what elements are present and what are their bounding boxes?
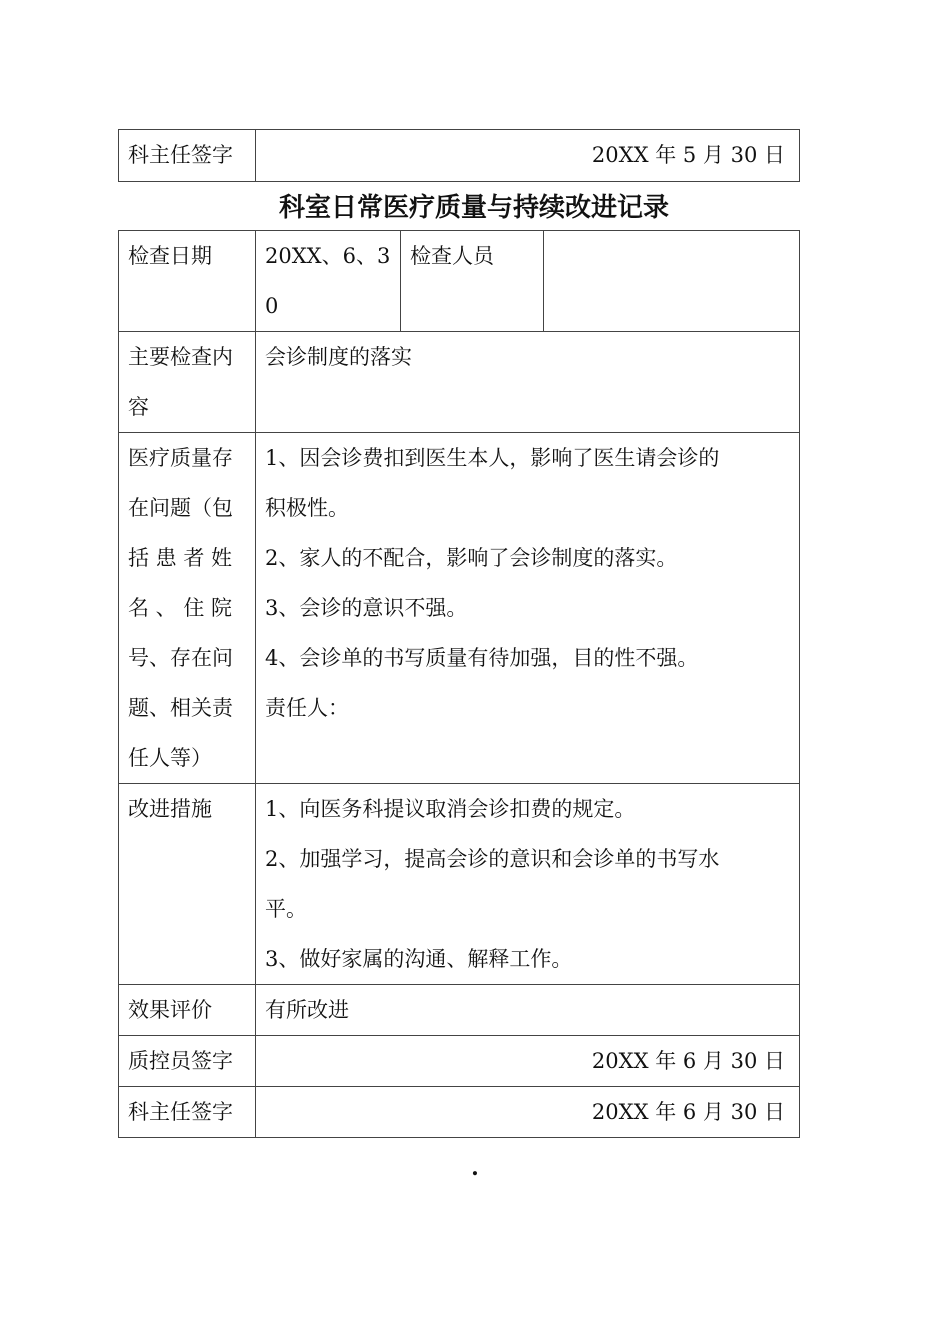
measure-line: 3、做好家属的沟通、解释工作。: [265, 947, 573, 971]
director-signature-row: [119, 1087, 800, 1138]
effect-evaluation-row: [119, 985, 800, 1036]
quality-issues-value: [256, 433, 800, 784]
check-date-line: 0: [265, 294, 279, 318]
previous-record-signature-table: [118, 129, 800, 182]
director-signature-date: 20XX 年 6 月 30 日: [256, 1087, 800, 1138]
quality-issues-label-line: 在问题（包: [128, 496, 233, 520]
issue-line: 2、家人的不配合，影响了会诊制度的落实。: [265, 546, 678, 570]
check-date-row: [119, 231, 800, 332]
effect-evaluation-label: 效果评价: [119, 985, 256, 1036]
page-title: 科室日常医疗质量与持续改进记录: [278, 193, 669, 223]
issue-line: 1、因会诊费扣到医生本人，影响了医生请会诊的: [265, 446, 720, 470]
measure-line: 2、加强学习，提高会诊的意识和会诊单的书写水: [265, 847, 720, 871]
measure-line: 平。: [265, 897, 307, 921]
quality-issues-label-line: 医疗质量存: [128, 446, 233, 470]
director-signature-date: 20XX 年 5 月 30 日: [256, 130, 800, 182]
director-signature-row: [119, 130, 800, 182]
responsible-person-line: 责任人：: [265, 696, 349, 720]
director-signature-label: 科主任签字: [119, 130, 256, 182]
check-content-label-line: 容: [128, 395, 149, 419]
director-signature-label: 科主任签字: [119, 1087, 256, 1138]
issue-line: 积极性。: [265, 496, 349, 520]
check-content-label-line: 主要检查内: [128, 345, 233, 369]
inspector-value: [544, 231, 800, 332]
improvement-measures-value: [256, 784, 800, 985]
check-date-value: [256, 231, 401, 332]
issue-line: 4、会诊单的书写质量有待加强，目的性不强。: [265, 646, 699, 670]
quality-issues-label-line: 任人等）: [128, 746, 212, 770]
qc-signature-date: 20XX 年 6 月 30 日: [256, 1036, 800, 1087]
footer-mark: .: [471, 1155, 479, 1181]
issue-line: 3、会诊的意识不强。: [265, 596, 468, 620]
check-content-value: 会诊制度的落实: [256, 332, 800, 433]
qc-signature-row: [119, 1036, 800, 1087]
quality-issues-label-line: 题、相关责: [128, 696, 233, 720]
quality-record-table: [118, 230, 800, 1138]
inspector-label: 检查人员: [401, 231, 544, 332]
check-date-label: 检查日期: [119, 231, 256, 332]
quality-issues-label-line: 括 患 者 姓: [128, 546, 233, 570]
measure-line: 1、向医务科提议取消会诊扣费的规定。: [265, 797, 636, 821]
check-content-label: [119, 332, 256, 433]
check-content-row: [119, 332, 800, 433]
quality-issues-row: [119, 433, 800, 784]
qc-signature-label: 质控员签字: [119, 1036, 256, 1087]
check-date-line: 20XX、6、3: [265, 244, 391, 268]
quality-issues-label: [119, 433, 256, 784]
improvement-measures-label: 改进措施: [119, 784, 256, 985]
effect-evaluation-value: 有所改进: [256, 985, 800, 1036]
improvement-measures-row: [119, 784, 800, 985]
quality-issues-label-line: 号、存在问: [128, 646, 233, 670]
quality-issues-label-line: 名 、 住 院: [128, 596, 233, 620]
